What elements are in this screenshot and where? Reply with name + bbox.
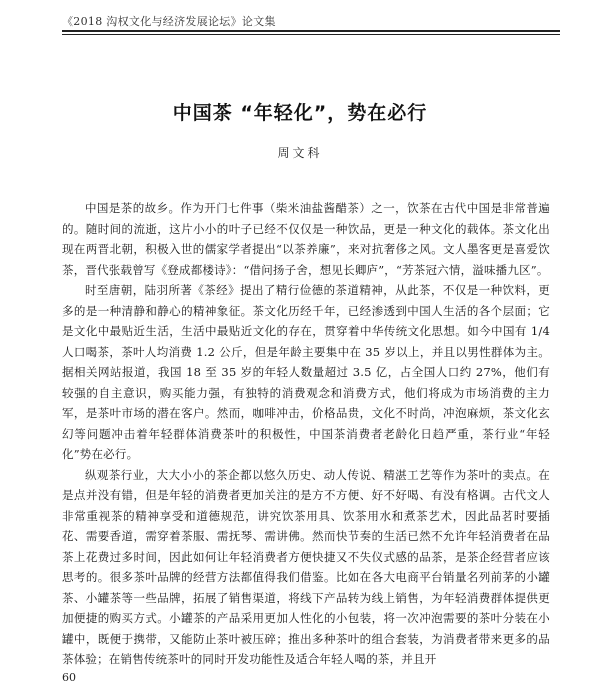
header-rule [62, 30, 560, 32]
running-header: 《2018 沟权文化与经济发展论坛》论文集 [62, 15, 276, 28]
article-body [62, 198, 550, 670]
paragraph-1: 中国是茶的故乡。作为开门七件事（柴米油盐酱醋茶）之一，饮茶在古代中国是非常普遍的。随时间的流逝，这片小小的叶子已经不仅仅是一种饮品，更是一种文化的载体。茶文化出现在两晋北朝，积极入世的儒家学者提出“以茶养廉”，来对抗奢侈之风。文人墨客更是喜爱饮茶，晋代张载曾写《登成都楼诗》：“借问扬子舍，想见长卿庐”，“芳茶冠六情，溢味播九区”。 [62, 201, 550, 277]
article-author: 周文科 [277, 146, 323, 160]
paragraph-2: 时至唐朝，陆羽所著《茶经》提出了精行俭德的茶道精神，从此茶，不仅是一种饮料，更多的是一种清静和静心的精神象征。茶文化历经千年，已经渗透到中国人生活的各个层面；它是文化中最贴近生活，生活中最贴近文化的存在，贯穿着中华传统文化思想。如今中国有 1/4 人口喝茶，茶叶人均消费 1.2 公斤，但是年龄主要集中在 35 岁以上，并且以男性群体为主。据相关网站报道，我国 18 至 35 岁的年轻人数量超过 3.5 亿，占全国人口约 27%，他们有较强的自主意识，购买能力强，有独特的消费观念和消费方式，他们将成为市场消费的主力军，是茶叶市场的潜在客户。然而，咖啡冲击，价格品贵，文化不时尚，冲泡麻烦，茶文化玄幻等问题冲击着年轻群体消费茶叶的积极性，中国茶消费者老龄化日趋严重，茶行业“年轻化”势在必行。 [62, 283, 550, 461]
page-number: 60 [62, 671, 76, 684]
paragraph-3: 纵观茶行业，大大小小的茶企都以悠久历史、动人传说、精湛工艺等作为茶叶的卖点。在是点并没有错，但是年轻的消费者更加关注的是方不方便、好不好喝、有没有格调。古代文人非常重视茶的精神享受和道德规范，讲究饮茶用具、饮茶用水和煮茶艺术，因此品茗时要插花、需要香道，需穿着茶服、需抚琴、需讲佛。然而快节奏的生活已然不允许年轻消费者在品茶上花费过多时间，因此如何让年轻消费者方便快捷又不失仪式感的品茶，是茶企经营者应该思考的。很多茶叶品牌的经营方法都值得我们借鉴。比如在各大电商平台销量名列前茅的小罐茶、小罐茶等一些品牌，拓展了销售渠道，将线下产品转为线上销售，为年轻消费群体提供更加便捷的购买方式。小罐茶的产品采用更加人性化的小包装，将一次冲泡需要的茶叶分装在小罐中，既便于携带，又能防止茶叶被压碎；推出多种茶叶的组合套装，为消费者带来更多的品茶体验；在销售传统茶叶的同时开发功能性及适合年轻人喝的茶，并且开 [62, 467, 550, 666]
article-title: 中国茶 “年轻化”，势在必行 [172, 102, 428, 124]
header-rule-thin [62, 34, 560, 35]
